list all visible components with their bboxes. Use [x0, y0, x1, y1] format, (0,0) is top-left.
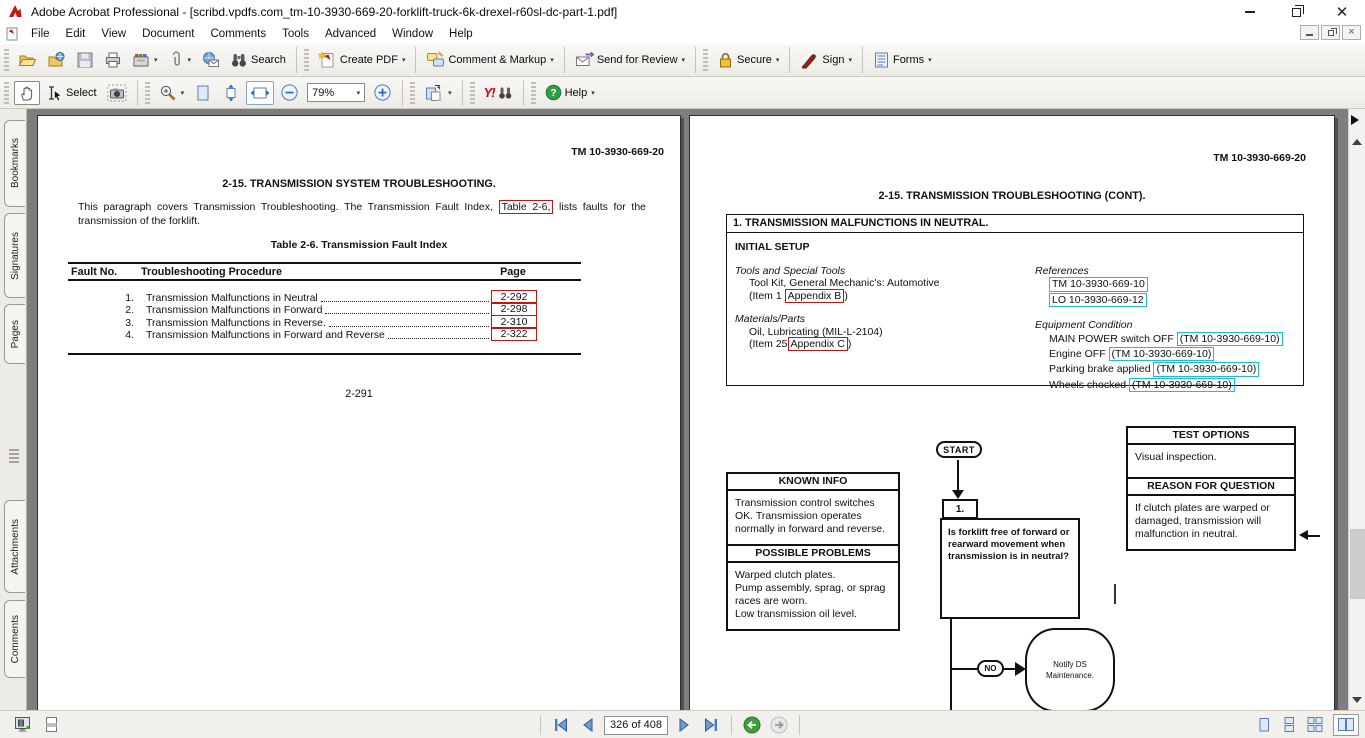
- scrollbar-thumb[interactable]: [1350, 529, 1365, 599]
- dot-leader: [329, 318, 489, 327]
- forms-dropdown-arrow: ▾: [928, 57, 932, 64]
- toolbar-grip[interactable]: [703, 49, 708, 71]
- tab-comments[interactable]: [4, 600, 25, 678]
- known-info-body: Transmission control switches OK. Transmission operates normally in forward and reverse.: [735, 497, 885, 535]
- row-number: 3.: [125, 316, 134, 329]
- row-number: 1.: [125, 291, 134, 304]
- test-options-box: [1126, 426, 1296, 551]
- title-bar: [0, 0, 1365, 24]
- page-number: 2-291: [345, 388, 373, 400]
- tab-signatures[interactable]: [4, 213, 25, 298]
- search-binoculars-icon: [230, 51, 248, 69]
- first-page-button[interactable]: [550, 715, 572, 735]
- dot-leader: [388, 330, 489, 339]
- toolbar-separator: [137, 80, 138, 106]
- previous-page-button[interactable]: [577, 715, 599, 735]
- tm-reference-link[interactable]: (TM 10-3930-669-10): [1153, 362, 1259, 376]
- secure-button[interactable]: [713, 48, 783, 72]
- zoom-in-button[interactable]: [369, 80, 396, 105]
- toolbar-separator: [402, 80, 403, 106]
- collapse-pane-arrow-button[interactable]: [1352, 113, 1363, 127]
- equipment-line: [1035, 347, 1299, 362]
- page-size-indicator: [44, 716, 59, 734]
- materials-heading: Materials/Parts: [735, 313, 806, 326]
- table-header-row: [68, 264, 581, 279]
- monitor-document-icon: [14, 716, 32, 734]
- select-tool-button[interactable]: [42, 81, 101, 105]
- page-proxy-icon: [44, 716, 59, 734]
- item-text: (Item 1: [749, 289, 785, 302]
- tm-number: TM 10-3930-669-20: [571, 146, 664, 158]
- snapshot-camera-icon: [107, 84, 127, 102]
- hand-tool-icon: [18, 84, 36, 102]
- tab-pages[interactable]: [4, 304, 25, 364]
- row-number: 4.: [125, 329, 134, 341]
- initial-setup-label: INITIAL SETUP: [735, 241, 810, 253]
- pdf-document-icon: [5, 27, 19, 41]
- open-web-button[interactable]: [43, 48, 70, 72]
- single-page-icon: [1256, 716, 1272, 734]
- scroll-up-button[interactable]: [1351, 133, 1363, 145]
- search-label: Search: [251, 54, 286, 66]
- forms-button[interactable]: [869, 48, 936, 72]
- organizer-dropdown-arrow: ▾: [154, 57, 158, 64]
- pdf-page-left: [37, 115, 681, 710]
- menu-tools[interactable]: Tools: [282, 28, 309, 40]
- page-display-dropdown-arrow: ▾: [448, 89, 452, 97]
- problem-line: Warped clutch plates.: [735, 569, 836, 581]
- known-info-title: KNOWN INFO: [728, 474, 898, 491]
- menu-file[interactable]: File: [31, 28, 50, 40]
- page-link[interactable]: 2-310: [491, 315, 537, 329]
- item-text: ): [844, 289, 848, 302]
- select-label: Select: [66, 86, 97, 99]
- facing-pages-icon: [1337, 717, 1355, 733]
- email-globe-icon: [201, 51, 220, 69]
- sign-label: Sign: [822, 54, 845, 66]
- section-heading: 2-15. TRANSMISSION SYSTEM TROUBLESHOOTING.: [222, 178, 496, 190]
- printer-icon: [104, 51, 122, 69]
- hand-tool-button[interactable]: [14, 81, 40, 105]
- reason-for-question-body: If clutch plates are warped or damaged, transmission will malfunction in neutral.: [1135, 502, 1270, 540]
- flowchart-notify-node: [1025, 628, 1115, 710]
- zoom-level-value: 79%: [312, 86, 335, 99]
- fit-height-button[interactable]: [218, 81, 244, 105]
- vertical-scrollbar[interactable]: [1348, 109, 1365, 710]
- equipment-line: [1035, 378, 1299, 393]
- paragraph-text: lists faults for the transmission of the forklift.: [78, 201, 647, 227]
- flowchart-start-node: START: [936, 441, 982, 458]
- comment-markup-dropdown-arrow: ▾: [550, 57, 554, 64]
- toolbar-grip[interactable]: [304, 49, 309, 71]
- flowchart-step-number: 1.: [942, 499, 978, 519]
- dot-leader: [321, 293, 489, 302]
- svg-text:?: ?: [549, 87, 557, 100]
- attach-button[interactable]: [164, 48, 196, 72]
- tab-bookmarks-label: Bookmarks: [9, 138, 21, 189]
- test-options-title: TEST OPTIONS: [1128, 428, 1294, 445]
- continuous-facing-icon: [1306, 716, 1324, 734]
- pdf-page-right: [689, 115, 1335, 710]
- page-link[interactable]: 2-292: [491, 290, 537, 304]
- tm-number: TM 10-3930-669-20: [1213, 152, 1306, 164]
- document-canvas[interactable]: [27, 109, 1348, 710]
- menu-comments[interactable]: Comments: [210, 28, 267, 40]
- status-bar: [0, 710, 1365, 738]
- acrobat-logo-icon: [8, 4, 24, 20]
- zoom-magnifier-icon: [159, 84, 177, 102]
- search-button[interactable]: [226, 48, 290, 72]
- equipment-text: Engine OFF: [1049, 348, 1109, 361]
- row-procedure: Transmission Malfunctions in Neutral: [146, 291, 318, 304]
- facing-layout-button[interactable]: [1333, 714, 1359, 736]
- sign-pen-icon: [800, 51, 819, 69]
- page-display-icon: [424, 84, 444, 102]
- page-layout-controls: [1256, 714, 1359, 736]
- comment-markup-label: Comment & Markup: [448, 54, 547, 66]
- open-folder-icon: [18, 51, 37, 69]
- toolbar-separator: [523, 80, 524, 106]
- attach-dropdown-arrow: ▾: [187, 57, 192, 64]
- menu-advanced[interactable]: Advanced: [324, 28, 377, 40]
- comment-markup-button[interactable]: [422, 48, 557, 72]
- appendix-c-link[interactable]: Appendix C: [788, 337, 848, 351]
- menu-edit[interactable]: Edit: [65, 28, 86, 40]
- possible-problems-body: [728, 563, 898, 629]
- last-page-button[interactable]: [700, 715, 722, 735]
- next-page-button[interactable]: [673, 715, 695, 735]
- materials-item-line: [735, 338, 1025, 350]
- paragraph-text: This paragraph covers Transmission Troubleshooting. The Transmission Fault Index,: [78, 201, 499, 213]
- send-for-review-dropdown-arrow: ▾: [681, 57, 686, 64]
- yahoo-label: Y!: [483, 85, 495, 100]
- tm-reference-link[interactable]: (TM 10-3930-669-10): [1109, 347, 1215, 361]
- intro-paragraph: [78, 201, 646, 228]
- flowchart-connector: [957, 460, 959, 491]
- page-number-input[interactable]: 326 of 408: [604, 716, 668, 735]
- page-navigation: [536, 714, 804, 736]
- document-title: Adobe Acrobat Professional - [scribd.vpdfs.com_tm-10-3930-669-20-forklift-truck-6k-drexel-r60sl-dc-part-1.pdf]: [31, 5, 618, 19]
- appendix-b-link[interactable]: Appendix B: [785, 289, 845, 303]
- paperclip-icon: [168, 51, 184, 69]
- flowchart-connector: [950, 619, 952, 710]
- send-for-review-button[interactable]: [571, 48, 689, 72]
- equipment-text: MAIN POWER switch OFF: [1049, 332, 1177, 345]
- help-label: Help: [564, 86, 588, 99]
- fault-index-table: [68, 262, 581, 355]
- single-page-layout-button[interactable]: [1256, 716, 1272, 734]
- flowchart-question-text: Is forklift free of forward or rearward movement when transmission is in neutral?: [948, 527, 1070, 562]
- zoom-tool-button[interactable]: [155, 81, 189, 105]
- tools-item-line: [735, 290, 1025, 302]
- col-header-procedure: Troubleshooting Procedure: [141, 266, 282, 278]
- email-button[interactable]: [197, 48, 224, 72]
- table-rule-bottom: [68, 353, 581, 355]
- file-toolbar: [0, 44, 1365, 77]
- zoom-out-button[interactable]: [276, 80, 303, 105]
- snapshot-tool-button[interactable]: [103, 81, 131, 105]
- send-for-review-label: Send for Review: [596, 54, 678, 66]
- create-pdf-dropdown-arrow: ▾: [401, 57, 406, 64]
- initial-setup-box: [726, 214, 1304, 391]
- comment-markup-icon: [426, 51, 445, 69]
- tm-reference-link[interactable]: (TM 10-3930-669-10): [1177, 332, 1283, 346]
- close-document-button[interactable]: ×: [1342, 25, 1361, 40]
- page-link[interactable]: 2-298: [491, 302, 537, 316]
- tm-reference-link[interactable]: TM 10-3930-669-10: [1049, 277, 1148, 291]
- save-floppy-icon: [76, 51, 94, 69]
- zoom-out-minus-icon: [280, 83, 299, 102]
- malfunction-title: 1. TRANSMISSION MALFUNCTIONS IN NEUTRAL.: [727, 215, 1303, 233]
- references-heading: References: [1035, 265, 1089, 277]
- forms-page-icon: [873, 51, 890, 69]
- flowchart-question-box: [940, 518, 1080, 619]
- page-display-button[interactable]: [420, 81, 456, 105]
- tab-signatures-label: Signatures: [9, 231, 21, 280]
- main-area: [0, 109, 1365, 710]
- folder-globe-icon: [47, 51, 66, 69]
- open-button[interactable]: [14, 48, 41, 72]
- fit-width-icon: [250, 84, 270, 102]
- toolbar-separator: [296, 47, 297, 73]
- minimize-window-button[interactable]: [1227, 0, 1273, 24]
- tab-attachments[interactable]: [4, 500, 25, 593]
- toolbar-separator: [695, 47, 696, 73]
- row-procedure: Transmission Malfunctions in Reverse.: [146, 316, 326, 329]
- toolbar-separator: [789, 47, 790, 73]
- toolbar-separator: [862, 47, 863, 73]
- item-text: ): [847, 338, 852, 351]
- known-info-box: [726, 472, 900, 631]
- fit-height-icon: [222, 84, 240, 102]
- setup-left-column: [735, 265, 1025, 350]
- next-view-button[interactable]: [768, 715, 790, 735]
- col-header-fault-no: Fault No.: [71, 266, 118, 278]
- toolbar-grip[interactable]: [4, 82, 9, 104]
- print-button[interactable]: [100, 48, 126, 72]
- problem-line: Low transmission oil level.: [735, 608, 857, 620]
- tools-line: Tool Kit, General Mechanic's: Automotive: [749, 277, 940, 290]
- help-button[interactable]: [541, 81, 599, 104]
- pane-splitter-grip[interactable]: [9, 449, 19, 465]
- organizer-button[interactable]: [128, 48, 162, 72]
- setup-right-column: [1035, 265, 1299, 393]
- table-row: [68, 329, 581, 342]
- menu-bar: [0, 24, 1365, 44]
- row-procedure: Transmission Malfunctions in Forward and Reverse: [146, 329, 385, 341]
- table-title: Table 2-6. Transmission Fault Index: [270, 239, 448, 251]
- lo-reference-link[interactable]: LO 10-3930-669-12: [1049, 293, 1147, 307]
- restore-window-button[interactable]: [1273, 0, 1319, 24]
- problem-line: Pump assembly, sprag, or sprag races are worn.: [735, 582, 886, 607]
- menu-view[interactable]: View: [101, 28, 127, 40]
- section-heading: 2-15. TRANSMISSION TROUBLESHOOTING (CONT).: [878, 190, 1146, 202]
- item-text: (Item 25: [749, 338, 788, 351]
- toolbar-grip[interactable]: [145, 82, 150, 104]
- create-pdf-label: Create PDF: [339, 54, 398, 66]
- tab-comments-label: Comments: [9, 614, 21, 664]
- toolbar-separator: [415, 47, 416, 73]
- equipment-text: Parking brake applied: [1049, 363, 1154, 376]
- tab-bookmarks[interactable]: [4, 120, 25, 207]
- toolbar-grip[interactable]: [4, 49, 9, 71]
- minimize-document-button[interactable]: [1300, 25, 1319, 40]
- notify-text: Notify DS Maintenance.: [1045, 660, 1095, 680]
- create-pdf-icon: [318, 51, 337, 69]
- zoom-level-input[interactable]: [307, 83, 365, 102]
- tm-reference-link[interactable]: (TM 10-3930-669-10): [1129, 378, 1235, 392]
- toolbar-grip[interactable]: [531, 82, 536, 104]
- create-pdf-button[interactable]: [314, 48, 410, 72]
- forms-label: Forms: [892, 54, 925, 66]
- toolbar-grip[interactable]: [470, 82, 475, 104]
- sign-dropdown-arrow: ▾: [848, 57, 852, 64]
- view-toolbar: [0, 77, 1365, 109]
- dot-leader: [325, 305, 489, 314]
- menu-window[interactable]: Window: [392, 28, 434, 40]
- fit-page-button[interactable]: [190, 81, 216, 105]
- save-button[interactable]: [72, 48, 98, 72]
- continuous-layout-button[interactable]: [1281, 716, 1297, 734]
- equipment-line: [1035, 362, 1299, 377]
- send-review-envelope-icon: [575, 51, 594, 69]
- text-cursor: [1114, 584, 1116, 604]
- yahoo-search-button[interactable]: [480, 82, 517, 103]
- reason-for-question-title: REASON FOR QUESTION: [1128, 477, 1294, 496]
- sign-button[interactable]: [796, 48, 856, 72]
- scroll-down-button[interactable]: [1351, 696, 1363, 708]
- yahoo-binoculars-icon: [498, 86, 513, 100]
- secure-dropdown-arrow: ▾: [775, 57, 780, 64]
- flowchart-connector: [950, 668, 977, 670]
- secure-label: Secure: [737, 54, 772, 66]
- tab-attachments-label: Attachments: [9, 518, 21, 575]
- equipment-text: Wheels chocked: [1049, 378, 1129, 391]
- left-arrow-indicator: [1294, 530, 1320, 542]
- reading-mode-button[interactable]: [14, 716, 32, 734]
- fit-width-button[interactable]: [246, 81, 274, 105]
- equipment-condition-heading: Equipment Condition: [1035, 319, 1133, 332]
- tab-pages-label: Pages: [9, 319, 21, 349]
- restore-document-button[interactable]: [1321, 25, 1340, 40]
- table-2-6-link[interactable]: Table 2-6,: [499, 200, 554, 214]
- possible-problems-title: POSSIBLE PROBLEMS: [728, 544, 898, 563]
- equipment-line: [1035, 332, 1299, 347]
- previous-view-button[interactable]: [741, 715, 763, 735]
- flowchart-no-node: NO: [977, 660, 1004, 677]
- zoom-tool-dropdown-arrow: ▾: [180, 89, 185, 97]
- tools-heading: Tools and Special Tools: [735, 265, 846, 277]
- menu-document[interactable]: Document: [142, 28, 195, 40]
- row-procedure: Transmission Malfunctions in Forward: [146, 304, 323, 316]
- fit-page-icon: [194, 84, 212, 102]
- help-dropdown-arrow: ▾: [591, 89, 595, 97]
- toolbar-grip[interactable]: [410, 82, 415, 104]
- organizer-drawer-icon: [132, 51, 150, 69]
- help-question-icon: [545, 84, 562, 101]
- select-ibeam-icon: [46, 84, 63, 102]
- document-window-controls: [1300, 25, 1361, 40]
- toolbar-separator: [462, 80, 463, 106]
- zoom-level-dropdown-arrow[interactable]: ▾: [356, 89, 361, 97]
- toolbar-separator: [564, 47, 565, 73]
- navigation-tab-strip: [0, 109, 27, 710]
- menu-help[interactable]: Help: [449, 28, 473, 40]
- test-options-body: Visual inspection.: [1135, 451, 1217, 463]
- continuous-pages-icon: [1281, 716, 1297, 734]
- continuous-facing-layout-button[interactable]: [1306, 716, 1324, 734]
- col-header-page: Page: [500, 266, 526, 278]
- close-window-button[interactable]: ✕: [1335, 3, 1349, 21]
- zoom-in-plus-icon: [373, 83, 392, 102]
- materials-line: Oil, Lubricating (MIL-L-2104): [749, 325, 883, 338]
- secure-padlock-icon: [717, 51, 734, 69]
- row-number: 2.: [125, 304, 134, 316]
- page-link[interactable]: 2-322: [491, 327, 537, 341]
